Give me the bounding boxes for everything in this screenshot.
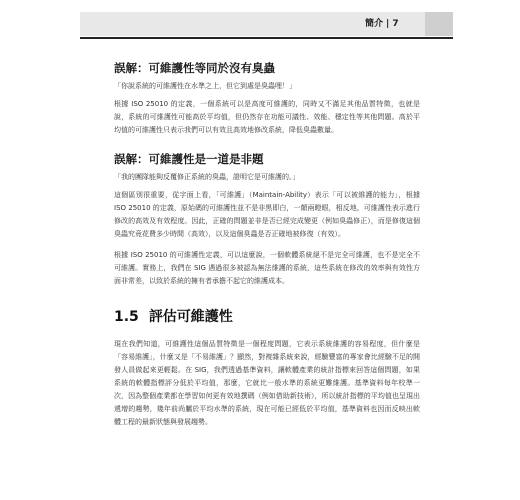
paragraph: 根據 ISO 25010 的定義，一個系統可以是高度可維護的，同時又不滿足其他品質特徵，也就是說，系統的可維護性可能高於平均值，但仍然存在功能可議性、效能、穩定性等其他問題。高於平均值的可維護性只表示我們可以有效且高效地修改系統，降低臭蟲數量。 (114, 99, 420, 134)
section-title: 評估可維護性 (148, 308, 233, 325)
header-band-accent (425, 12, 453, 36)
header-rule (80, 37, 453, 39)
section-quote: 「我的團隊能夠反覆修正系統的臭蟲，證明它是可維護的。」 (114, 172, 300, 181)
section-1-5-heading (114, 306, 420, 326)
section-number: 1.5 (114, 308, 139, 325)
section-myth-2 (114, 151, 420, 288)
page-number: 7 (392, 19, 399, 29)
section-heading: 誤解：可維護性是一道是非題 (114, 151, 264, 166)
header-separator: | (386, 19, 390, 29)
section-myth-1 (114, 60, 420, 137)
running-header (365, 16, 399, 29)
paragraph: 現在我們知道，可維護性這個品質特徵是一個程度問題，它表示系統維護的容易程度，但什麼是「容易維護」，什麼又是「不易維護」？顯然，對複雜系統來說，經驗豐富的專家會比經驗不足的開發人員做起來更輕鬆。在 SIG，我們透過基準資料，讓軟體產業的統計指標來回答這個問題，如果系統的軟體指標評分低於平均值，那麼，它就比一般水準的系統更難維護。基準資料每年校準一次，因為整個產業都在學習如何更有效地撰碼（例如借助新技術），所以統計指標的平均值也呈現出遞增的趨勢，幾年前尚屬於平均水準的系統，現在可能已經低於平均值，基準資料也因而反映出軟體工程的最新狀態與發展趨勢。 (114, 339, 420, 426)
paragraph: 這個區別很重要，從字面上看，「可維護」（Maintain-Ability）表示「可以被維護的能力」，根據 ISO 25010 的定義，原始碼的可維護性並不是非黑即白，一顛兩瞪眼，相反地，可維護性表示進行修改的高效及有效程度。因此，正確的問題並非是否已經完成變更（例如臭蟲修正），而是修復這個臭蟲究竟花費多少時間（高效），以及這個臭蟲是否正確地被修復（有效）。 (114, 190, 420, 238)
page-body (114, 60, 420, 437)
section-quote: 「你說系統的可維護性在水準之上，但它到處是臭蟲哩！」 (114, 82, 296, 90)
chapter-title: 簡介 (365, 19, 384, 29)
paragraph: 根據 ISO 25010 的可維護性定義，可以這麼說，一個軟體系統絕不是完全可維護，也不是完全不可維護。實務上，我們在 SIG 遇過很多被認為無法維護的系統，這些系統在修改的效率與有效性方面非常差，以致於系統的擁有者承擔不起它的維護成本。 (114, 250, 420, 285)
section-heading: 誤解：可維護性等同於沒有臭蟲 (114, 61, 275, 75)
